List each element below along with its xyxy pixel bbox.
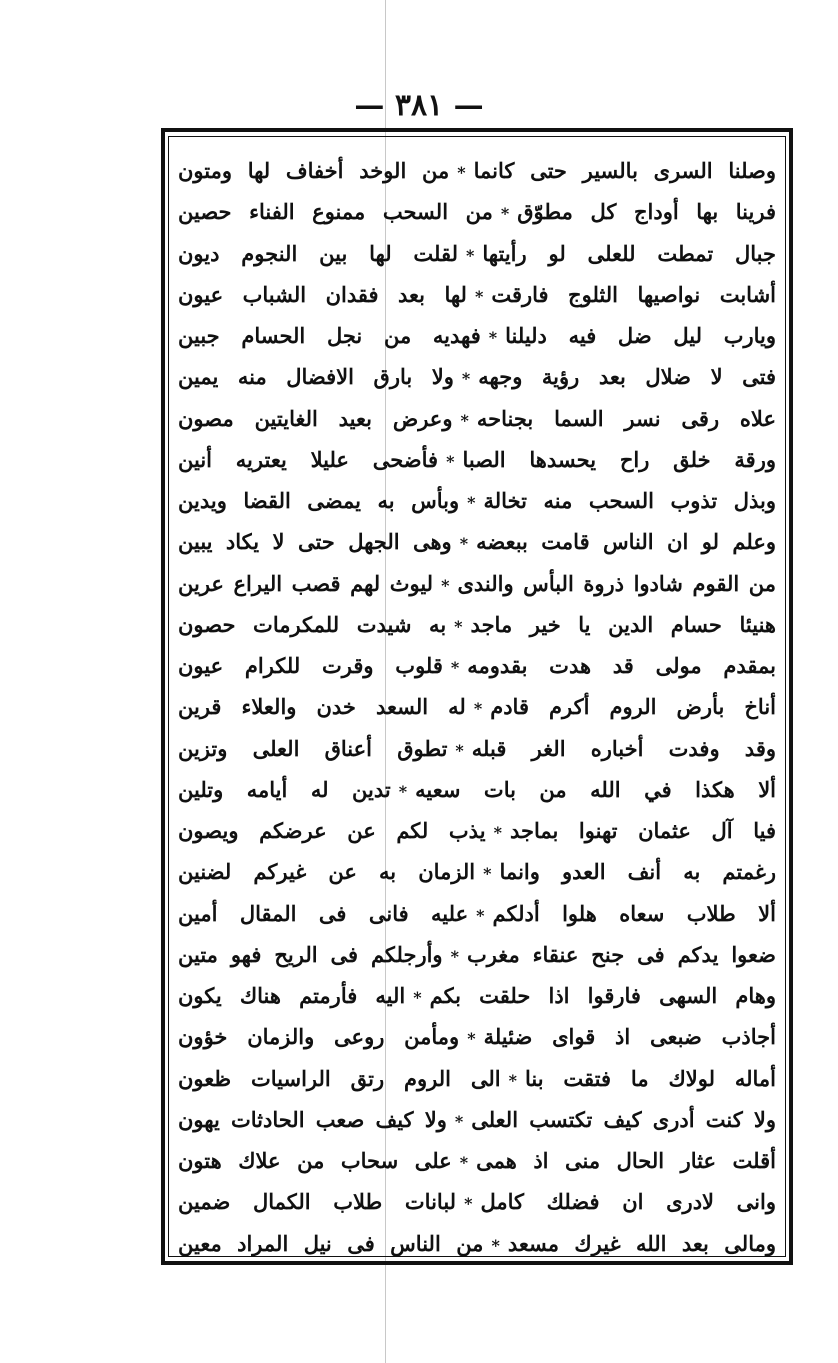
verse-first-hemistich: وقد وفدت أخباره الغر قبله [471, 735, 776, 761]
verse-second-hemistich: عليه فانى فى المقال أمين [178, 900, 469, 926]
verse-first-hemistich: وصلنا السرى بالسير حتى كانما [473, 158, 776, 183]
verse-second-hemistich: يذب لكم عن عرضكم ويصون [178, 818, 486, 843]
verse-separator-star: * [466, 245, 475, 265]
verse-line [178, 769, 776, 810]
verse-line [178, 1058, 776, 1099]
verse-second-hemistich: من السحب ممنوع الفناء حصين [178, 199, 493, 225]
verse-first-hemistich: أناخ بأرض الروم أكرم قادم [490, 694, 776, 720]
verse-first-hemistich: وهام السهى فارقوا اذا حلقت بكم [429, 983, 776, 1008]
verse-separator-star: * [473, 699, 483, 719]
verse-second-hemistich: وبأس به يمضى القضا ويدين [178, 488, 460, 513]
verse-separator-star: * [446, 451, 455, 471]
verse-second-hemistich: ولا بارق الافضال منه يمين [178, 364, 454, 390]
verse-line [178, 521, 776, 562]
verse-separator-star: * [508, 1070, 517, 1090]
verse-second-hemistich: الزمان به عن غيركم لضنين [178, 859, 476, 885]
verse-first-hemistich: بمقدم مولى قد هدت بقدومه [467, 653, 776, 678]
verse-separator-star: * [493, 823, 502, 842]
verse-separator-star: * [457, 163, 466, 182]
verse-line [178, 480, 776, 521]
verse-line [178, 604, 776, 645]
verse-separator-star: * [488, 328, 498, 347]
page-number: — ٣٨١ — [354, 88, 484, 123]
verse-line [178, 1223, 776, 1264]
verse-line [178, 645, 776, 686]
verse-first-hemistich: ويارب ليل ضل فيه دليلنا [505, 323, 776, 348]
verse-second-hemistich: فأضحى عليلا يعتريه أنين [178, 446, 439, 472]
verse-separator-star: * [467, 1029, 476, 1049]
verse-first-hemistich: علاه رقى نسر السما بجناحه [476, 405, 776, 431]
verse-line [178, 728, 776, 769]
verse-second-hemistich: ولا كيف صعب الحادثات يهون [178, 1106, 447, 1132]
verse-second-hemistich: من الوخد أخفاف لها ومتون [178, 158, 450, 183]
verse-separator-star: * [454, 616, 463, 636]
verse-line [178, 1181, 776, 1222]
verse-separator-star: * [413, 988, 422, 1007]
verse-separator-star: * [467, 493, 476, 512]
verse-second-hemistich: تدين له أيامه وتلين [178, 776, 391, 802]
verse-separator-star: * [441, 575, 450, 595]
verse-second-hemistich: لبانات طلاب الكمال ضمين [178, 1189, 457, 1215]
verse-first-hemistich: ولا كنت أدرى كيف تكتسب العلى [471, 1106, 776, 1132]
verse-line [178, 356, 776, 397]
verse-first-hemistich: ضعوا يدكم فى جنح عنقاء مغرب [466, 941, 776, 967]
verse-separator-star: * [455, 740, 464, 760]
verse-first-hemistich: وعلم لو ان الناس قامت ببعضه [476, 529, 777, 555]
verse-separator-star: * [459, 534, 469, 554]
verse-separator-star: * [454, 1111, 464, 1131]
verse-line [178, 893, 776, 934]
verse-separator-star: * [483, 864, 492, 884]
verse-line [178, 274, 776, 315]
verse-first-hemistich: فرينا بها أوداج كل مطوّق [517, 199, 776, 225]
verse-line [178, 934, 776, 975]
verse-separator-star: * [500, 204, 510, 224]
verse-second-hemistich: لقلت لها بين النجوم ديون [178, 240, 459, 266]
verse-line [178, 315, 776, 356]
verse-line [178, 810, 776, 851]
verse-separator-star: * [461, 369, 471, 389]
verse-line [178, 851, 776, 892]
verse-first-hemistich: ومالى بعد الله غيرك مسعد [507, 1230, 776, 1256]
verse-second-hemistich: به شيدت للمكرمات حصون [178, 611, 447, 637]
verse-second-hemistich: وهى الجهل حتى لا يكاد يبين [178, 529, 452, 555]
verse-line [178, 563, 776, 604]
verse-line [178, 150, 776, 191]
verse-first-hemistich: ألا هكذا في الله من بات سعيه [415, 776, 777, 802]
verse-line [178, 1099, 776, 1140]
verse-line [178, 1016, 776, 1057]
verse-line [178, 439, 776, 480]
verse-line [178, 191, 776, 232]
verse-second-hemistich: على سحاب من علاك هتون [178, 1148, 452, 1173]
verse-first-hemistich: وبذل تذوب السحب منه تخالة [483, 488, 777, 513]
verse-first-hemistich: هنيئا حسام الدين يا خير ماجد [470, 611, 776, 637]
verse-first-hemistich: وانى لادرى ان فضلك كامل [480, 1189, 777, 1215]
verse-second-hemistich: ليوث لهم قصب اليراع عرين [178, 570, 434, 596]
verse-first-hemistich: رغمتم به أنف العدو وانما [499, 859, 777, 885]
verse-second-hemistich: وعرض بعيد الغايتين مصون [178, 405, 453, 431]
verse-second-hemistich: وأرجلكم فى الريح فهو متين [178, 941, 443, 967]
verse-first-hemistich: أقلت عثار الحال منى اذ همى [476, 1148, 776, 1173]
verse-line [178, 233, 776, 274]
verse-second-hemistich: فهديه من نجل الحسام جبين [178, 323, 481, 348]
verse-separator-star: * [450, 658, 460, 677]
verse-second-hemistich: ومأمن روعى والزمان خؤون [178, 1024, 460, 1050]
verse-second-hemistich: له السعد خدن والعلاء قرين [178, 694, 466, 720]
verse-first-hemistich: فتى لا ضلال بعد رؤية وجهه [478, 364, 776, 390]
verse-line [178, 686, 776, 727]
verse-second-hemistich: من الناس فى نيل المراد معين [178, 1230, 484, 1256]
verse-line [178, 398, 776, 439]
verse-first-hemistich: أماله لولاك ما فتقت بنا [524, 1065, 776, 1091]
verse-first-hemistich: من القوم شادوا ذروة البأس والندى [457, 570, 776, 596]
verse-second-hemistich: الى الروم رتق الراسيات ظعون [178, 1065, 501, 1091]
verse-second-hemistich: اليه فأرمتم هناك يكون [178, 983, 406, 1008]
verse-separator-star: * [474, 286, 484, 306]
verse-separator-star: * [460, 410, 469, 430]
verse-first-hemistich: ورقة خلق راح يحسدها الصبا [462, 446, 776, 472]
verse-separator-star: * [450, 946, 459, 966]
verse-second-hemistich: لها بعد فقدان الشباب عيون [178, 281, 467, 307]
verse-line [178, 1140, 776, 1181]
verse-separator-star: * [398, 781, 408, 801]
poem-verses [178, 150, 776, 1264]
verse-separator-star: * [459, 1153, 469, 1172]
verse-second-hemistich: قلوب وقرت للكرام عيون [178, 653, 443, 678]
verse-second-hemistich: تطوق أعناق العلى وتزين [178, 735, 448, 761]
verse-first-hemistich: جبال تمطت للعلى لو رأيتها [482, 240, 776, 266]
verse-separator-star: * [476, 905, 485, 925]
verse-first-hemistich: ألا طلاب سعاه هلوا أدلكم [492, 900, 776, 926]
verse-first-hemistich: أجاذب ضبعى اذ قواى ضئيلة [483, 1024, 776, 1050]
verse-separator-star: * [464, 1194, 473, 1214]
verse-first-hemistich: فيا آل عثمان تهنوا بماجد [509, 818, 777, 843]
verse-first-hemistich: أشابت نواصيها الثلوج فارقت [491, 281, 776, 307]
verse-separator-star: * [491, 1235, 500, 1255]
verse-line [178, 975, 776, 1016]
